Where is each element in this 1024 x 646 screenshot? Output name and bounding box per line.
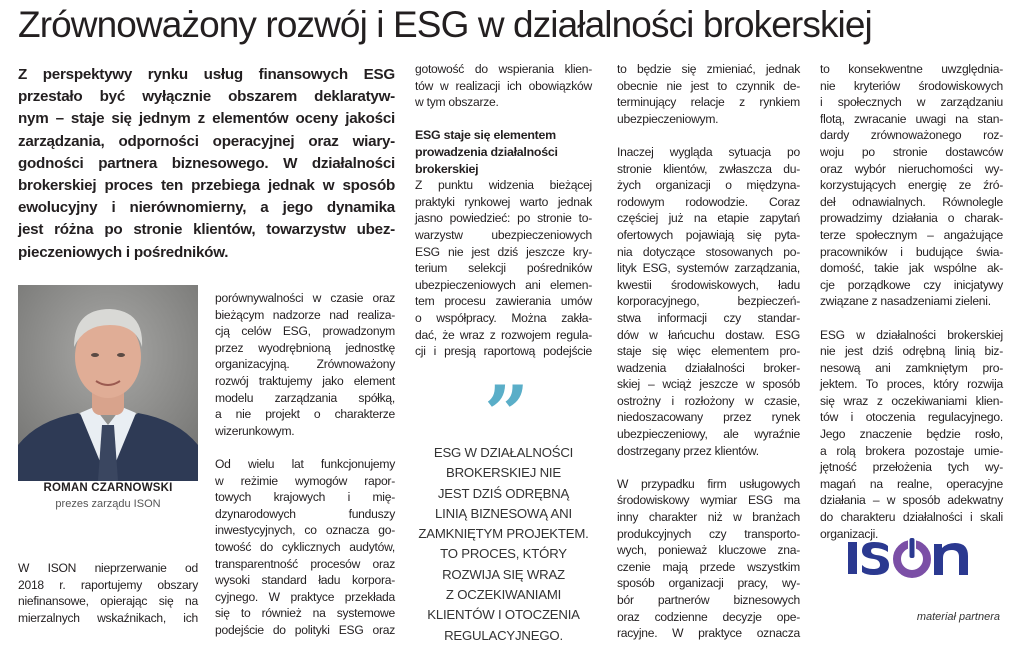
text-line: rodowym rodowodzie. Coraz [617, 194, 800, 209]
column-1a [18, 560, 198, 626]
text-line: Od wielu lat funkcjonujemy [215, 456, 395, 471]
text-line: cyjnego. W praktyce przekłada [215, 589, 395, 604]
text-line: ESG w działalności brokerskiej [820, 327, 1003, 342]
text-line: jektem. To proces, który rozwija [820, 377, 1003, 392]
text-line: gotowość do wspierania klien- [415, 62, 592, 76]
text-line: TO PROCES, KTÓRY [440, 546, 567, 562]
text-line: terium selekcji pośredników [415, 261, 592, 276]
paragraph [617, 476, 800, 642]
text-line: kwestii środowiskowych, ładu [617, 277, 800, 292]
text-line: organizacyjną. Zrównoważony [215, 357, 395, 372]
paragraph [415, 61, 592, 111]
text-line: nie jest dziś odrębną linią biz- [820, 344, 1003, 359]
text-line: oraz codzienne decyzje ope- [617, 609, 800, 624]
paragraph [215, 456, 395, 639]
text-line: a rolą brokera pozostaje umie- [820, 443, 1003, 458]
text-line: brokerskiej proces ten przebiega jednak w sposób [18, 177, 395, 195]
text-line: tów i otoczenia regulacyjnego. [820, 410, 1003, 425]
text-line: przestało być wyłącznie obszarem deklaratyw- [18, 88, 395, 106]
text-line: REGULACYJNEGO. [444, 627, 563, 643]
text-line: ubezpieczeniowy, ale wyraźnie [617, 427, 800, 442]
photo-caption-name: ROMAN CZARNOWSKI [43, 482, 173, 494]
text-line: towych krajowych i mię- [215, 490, 395, 505]
photo-caption-role: prezes zarządu ISON [55, 498, 161, 510]
paragraph [820, 327, 1003, 543]
text-line: nym – staje się jednym z elementów oceny jakości [18, 110, 395, 128]
text-line: bieżącym nadzorze nad realiza- [215, 307, 395, 322]
text-line: woju po stronie dostawców [820, 144, 1003, 159]
text-line: porównywalności w czasie oraz [215, 291, 395, 305]
text-line: to konsekwentne uwzględnia- [820, 62, 1003, 76]
text-line: flotą, zwracanie uwagi na stan- [820, 111, 1003, 126]
text-line: ZAMKNIĘTYM PROJEKTEM. [418, 526, 589, 542]
text-line: rozwój traktujemy jako element [215, 373, 395, 388]
lead-paragraph [18, 64, 395, 264]
text-line: mierzalnych wskaźnikach, ich [18, 610, 198, 625]
text-line: praktyki rynkowej warto jednak [415, 194, 592, 209]
text-line: Inaczej wygląda sytuacja po [617, 144, 800, 159]
text-line: do charakteru działalności i skali [820, 510, 1003, 525]
text-line: Z perspektywy rynku usług finansowych ESG [18, 66, 395, 83]
column-3 [617, 61, 800, 642]
column-1b [215, 290, 395, 638]
text-line: ubezpieczeniowym. [617, 111, 719, 126]
paragraph [18, 560, 198, 626]
text-line: dać, że wraz z rozwojem regula- [415, 327, 592, 342]
text-line: stronie klientów, zwłaszcza du- [617, 161, 800, 176]
section-heading [415, 127, 592, 177]
text-line: modelu zarządzania spółką, [215, 390, 395, 405]
text-line: przez wyodrębnioną jednostkę [215, 340, 395, 355]
text-line: sposób organizacji pracy, wy- [617, 576, 800, 591]
text-line: ubezpieczeniowych ani elemen- [415, 277, 592, 292]
column-2 [415, 61, 592, 360]
text-line: towość do cyklicznych audytów, [215, 539, 395, 554]
text-line: żych organizacji o międzyna- [617, 178, 800, 193]
text-line: a nie projekt o charakterze [215, 407, 395, 422]
text-line: nie kryteriów środowiskowych [820, 78, 1003, 93]
text-line: cje porządkowe czy inicjatywy [820, 277, 1003, 292]
text-line: prowadzenia działalności [415, 144, 558, 159]
text-line: częściej już na etapie zapytań [617, 211, 800, 226]
text-line: ESG staje się elementem [415, 128, 556, 143]
text-line: ostrożny i rozłożony w czasie, [617, 393, 800, 408]
paragraph [820, 61, 1003, 310]
text-line: JEST DZIŚ ODRĘBNĄ [437, 485, 570, 501]
text-line: stwa informacji czy standar- [617, 310, 800, 325]
text-line: dzynarodowych funduszy [215, 506, 395, 521]
paragraph [617, 61, 800, 127]
text-line: lityk ESG, systemów zarządzania, [617, 261, 800, 276]
text-line: pracowników i budujące świa- [820, 244, 1003, 259]
text-line: wadzenia działalności broker- [617, 360, 800, 375]
text-line: ewolucyjny i nierównomierny, a jego dynamika [18, 199, 395, 217]
partner-material-label: materiał partnera [916, 611, 1000, 623]
text-line: transparentność procesów oraz [215, 556, 395, 571]
portrait-photo [18, 285, 198, 481]
text-line: cją celów ESG, prowadzonym [215, 324, 395, 339]
text-line: warzystw ubezpieczeniowych [415, 227, 592, 242]
text-line: jętność przełożenia tych wy- [820, 460, 1003, 475]
text-line: terze społecznym – angażujące [820, 227, 1003, 242]
text-line: podejście do polityki ESG oraz [215, 622, 395, 637]
text-line: związane z nasadzeniami zieleni. [820, 294, 991, 309]
text-line: organizacji. [820, 526, 879, 541]
text-line: dów w łańcuchu dostaw. ESG [617, 327, 800, 342]
paragraph [415, 177, 592, 360]
text-line: LINIĄ BIZNESOWĄ ANI [435, 505, 572, 521]
pull-quote [415, 369, 592, 646]
text-line: o współpracy. Można zakła- [415, 310, 592, 325]
text-line: ofertowych pojawiają się pyta- [617, 227, 800, 242]
text-line: się to również na systemowe [215, 606, 395, 621]
paragraph [617, 144, 800, 459]
text-line: skiej – wciąż jeszcze w sposób [617, 377, 800, 392]
text-line: dardy zrównoważonego roz- [820, 128, 1003, 143]
text-line: oraz wybór nieruchomości wy- [820, 161, 1003, 176]
text-line: w tym obszarze. [415, 95, 499, 110]
text-line: produkcyjnych czy transporto- [617, 526, 800, 541]
text-line: BROKERSKIEJ NIE [446, 465, 561, 481]
text-line: staje się więc elementem pro- [617, 344, 800, 359]
text-line: wysoki standard ładu korpora- [215, 573, 395, 588]
text-line: jasno powiedzieć: po stronie to- [415, 211, 592, 226]
text-line: wych, ponieważ kluczowe zna- [617, 543, 800, 558]
text-line: deł odnawialnych. Równolegle [820, 194, 1003, 209]
text-line: magań na realne, operacyjne [820, 476, 1003, 491]
text-line: inny charakter niż w branżach [617, 510, 800, 525]
text-line: tów w realizacji ich obowiązków [415, 78, 592, 93]
text-line: domość, takie jak wspólne ak- [820, 261, 1003, 276]
text-line: prowadzimy działania o charak- [820, 211, 1003, 226]
text-line: W ISON nieprzerwanie od [18, 561, 198, 575]
pull-quote-text [415, 443, 592, 646]
paragraph [215, 290, 395, 439]
text-line: niedoszacowany przez rynek [617, 410, 800, 425]
text-line: dostrzegany przez klientów. [617, 443, 759, 458]
text-line: zarządzania, odporności operacyjnej oraz wiary- [18, 132, 395, 150]
text-line: w reżimie wymogów rapor- [215, 473, 395, 488]
text-line: godności partnera biznesowego. W działalności [18, 154, 395, 172]
text-line: nesową ani zamkniętym pro- [820, 360, 1003, 375]
text-line: ESG W DZIAŁALNOŚCI [433, 445, 574, 460]
text-line: bór partnerów biznesowych [617, 593, 800, 607]
text-line: korzystujących energię ze źró- [820, 178, 1003, 193]
text-line: inwestycyjnych, co oznacza go- [215, 523, 395, 538]
ison-logo [846, 536, 974, 585]
text-line: działania – w sposób adekwatny [820, 493, 1003, 508]
text-line: jest różna po stronie klientów, towarzystw ubez- [18, 221, 395, 239]
text-line: korporacyjnego, bezpieczeń- [617, 294, 800, 309]
text-line: się wraz z oczekiwaniami klien- [820, 393, 1003, 408]
text-line: ESG nie jest dziś jeszcze kry- [415, 244, 592, 259]
text-line: i społecznych w zarządzaniu [820, 95, 1003, 110]
text-line: wizerunkowym. [215, 423, 295, 438]
text-line: ROZWIJA SIĘ WRAZ [442, 566, 565, 582]
text-line: 2018 r. raportujemy obszary [18, 577, 198, 592]
article-title: Zrównoważony rozwój i ESG w działalności brokerskiej [18, 4, 872, 45]
text-line: W przypadku firm usługowych [617, 476, 800, 491]
text-line: Z OCZEKIWANIAMI [445, 587, 562, 603]
text-line: terminujący relacje z rynkiem [617, 95, 800, 110]
text-line: racyjne. W praktyce oznacza [617, 626, 800, 641]
text-line: Jego znaczenie będzie rosło, [820, 427, 1003, 442]
text-line: cji i presją raportową podejście [415, 344, 592, 359]
text-line: Z punktu widzenia bieżącej [415, 178, 592, 193]
column-4 [820, 61, 1003, 542]
text-line: to będzie się zmieniać, jednak [617, 62, 800, 76]
text-line: nia dotyczące stosowanych po- [617, 244, 800, 259]
quote-mark-icon: ” [484, 369, 523, 460]
text-line: brokerskiej [415, 161, 479, 176]
text-line: środowiskowy wymiar ESG ma [617, 493, 800, 508]
text-line: obecnie nie jest to czynnik de- [617, 78, 800, 93]
text-line: czenie mają przede wszystkim [617, 559, 800, 574]
text-line: pieczeniowych i pośredników. [18, 243, 229, 261]
text-line: tem procesu zawierania umów [415, 294, 592, 309]
text-line: KLIENTÓW I OTOCZENIA [427, 607, 580, 623]
text-line: niefinansowe, opierając się na [18, 594, 198, 609]
